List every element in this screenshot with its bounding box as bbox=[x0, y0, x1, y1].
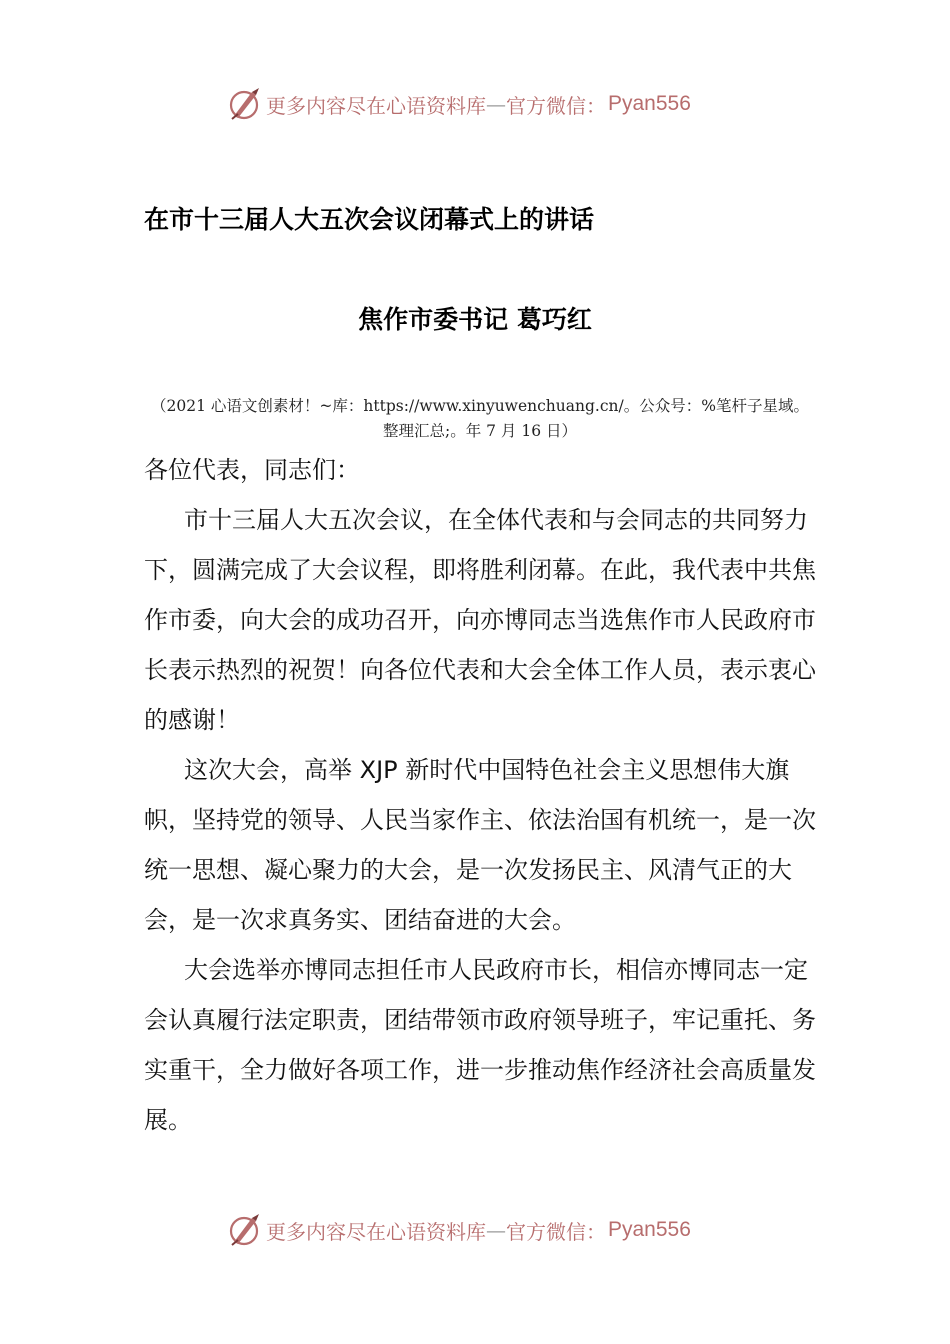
body-paragraph: 这次大会，高举 XJP 新时代中国特色社会主义思想伟大旗帜，坚持党的领导、人民当家作主、依法治国有机统一，是一次统一思想、凝心聚力的大会，是一次发扬民主、风清气正的大会，是一次求真务实、团结奋进的大会。 bbox=[144, 756, 816, 934]
watermark-handle: Pyan556 bbox=[608, 92, 691, 115]
watermark-text: 更多内容尽在心语资料库 bbox=[266, 93, 486, 118]
document-title: 在市十三届人大五次会议闭幕式上的讲话 bbox=[144, 205, 595, 234]
source-note: （2021 心语文创素材！~库：https://www.xinyuwenchuang.cn/。公众号：%笔杆子星域。整理汇总;。年 7 月 16 日） bbox=[151, 397, 809, 440]
document-body bbox=[144, 445, 816, 1145]
document-author: 焦作市委书记 葛巧红 bbox=[358, 305, 592, 334]
body-paragraph: 大会选举亦博同志担任市人民政府市长，相信亦博同志一定会认真履行法定职责，团结带领市政府领导班子，牢记重托、务实重干，全力做好各项工作，进一步推动焦作经济社会高质量发展。 bbox=[144, 956, 816, 1134]
watermark-handle: Pyan556 bbox=[608, 1218, 691, 1241]
greeting: 各位代表，同志们： bbox=[144, 456, 360, 484]
watermark-wechat-label: 官方微信： bbox=[506, 93, 606, 118]
body-paragraph: 市十三届人大五次会议，在全体代表和与会同志的共同努力下，圆满完成了大会议程，即将胜利闭幕。在此，我代表中共焦作市委，向大会的成功召开，向亦博同志当选焦作市人民政府市长表示热烈的祝贺！向各位代表和大会全体工作人员，表示衷心的感谢！ bbox=[144, 506, 816, 734]
header-watermark bbox=[226, 84, 691, 124]
quill-pen-logo-icon bbox=[226, 86, 262, 122]
watermark-separator: — bbox=[486, 1218, 506, 1242]
watermark-text: 更多内容尽在心语资料库 bbox=[266, 1219, 486, 1244]
footer-watermark bbox=[226, 1210, 691, 1250]
watermark-separator: — bbox=[486, 92, 506, 116]
watermark-wechat-label: 官方微信： bbox=[506, 1219, 606, 1244]
quill-pen-logo-icon bbox=[226, 1212, 262, 1248]
